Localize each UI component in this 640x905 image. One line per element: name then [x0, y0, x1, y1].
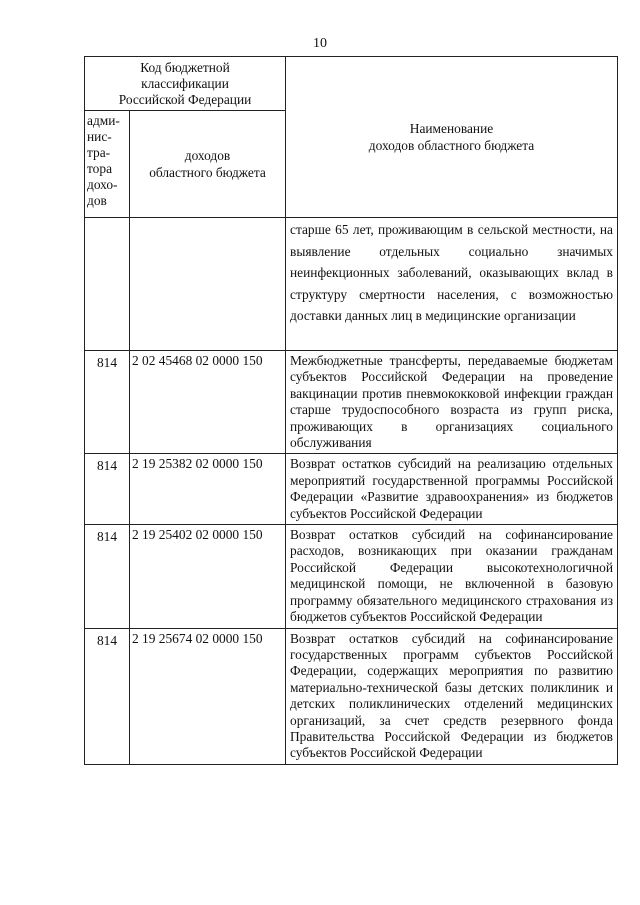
- table-row: [85, 351, 618, 454]
- cell-admin: 814: [85, 628, 130, 764]
- cell-code: 2 19 25402 02 0000 150: [130, 525, 286, 628]
- header-budget-classification-code: Код бюджетной классификации Российской Федерации: [85, 57, 286, 111]
- cell-name: Возврат остатков субсидий на реализацию отдельных мероприятий государственной программы Российской Федерации «Развитие здравоохранения» из бюджетов субъектов Российской Федерации: [286, 454, 618, 525]
- cell-name: Возврат остатков субсидий на софинансирование расходов, возникающих при оказании гражданам Российской Федерации высокотехнологичной медицинской помощи, не включенной в базовую программу обязательного медицинского страхования из бюджетов субъектов Российской Федерации: [286, 525, 618, 628]
- header-income-name: Наименование доходов областного бюджета: [286, 57, 618, 218]
- header-income: доходов областного бюджета: [130, 111, 286, 218]
- cell-code: 2 02 45468 02 0000 150: [130, 351, 286, 454]
- table-row: [85, 454, 618, 525]
- page-number: 10: [313, 36, 327, 51]
- cell-name: Возврат остатков субсидий на софинансирование государственных программ субъектов Российской Федерации, содержащих мероприятия по развитию материально-технической базы детских поликлиник и детских поликлинических отделений медицинских организаций, за счет средств резервного фонда Правительства Российской Федерации из бюджетов субъектов Российской Федерации: [286, 628, 618, 764]
- cell-code: [130, 218, 286, 351]
- cell-admin: 814: [85, 454, 130, 525]
- table-row: [85, 628, 618, 764]
- cell-admin: 814: [85, 525, 130, 628]
- table-row-continuation: [85, 218, 618, 351]
- cell-name: старше 65 лет, проживающим в сельской местности, на выявление отдельных социально значимых неинфекционных заболеваний, оказывающих вклад в структуру смертности населения, с возможностью доставки данных лиц в медицинские организации: [286, 218, 618, 351]
- cell-admin: 814: [85, 351, 130, 454]
- table-header-row-1: [85, 57, 618, 111]
- budget-classification-table: [84, 56, 618, 765]
- cell-admin: [85, 218, 130, 351]
- cell-code: 2 19 25382 02 0000 150: [130, 454, 286, 525]
- table-row: [85, 525, 618, 628]
- cell-name: Межбюджетные трансферты, передаваемые бюджетам субъектов Российской Федерации на проведение вакцинации против пневмококковой инфекции граждан старше трудоспособного возраста из групп риска, проживающих в организациях социального обслуживания: [286, 351, 618, 454]
- header-administrator: адми- нис- тра- тора дохо- дов: [85, 111, 130, 218]
- cell-code: 2 19 25674 02 0000 150: [130, 628, 286, 764]
